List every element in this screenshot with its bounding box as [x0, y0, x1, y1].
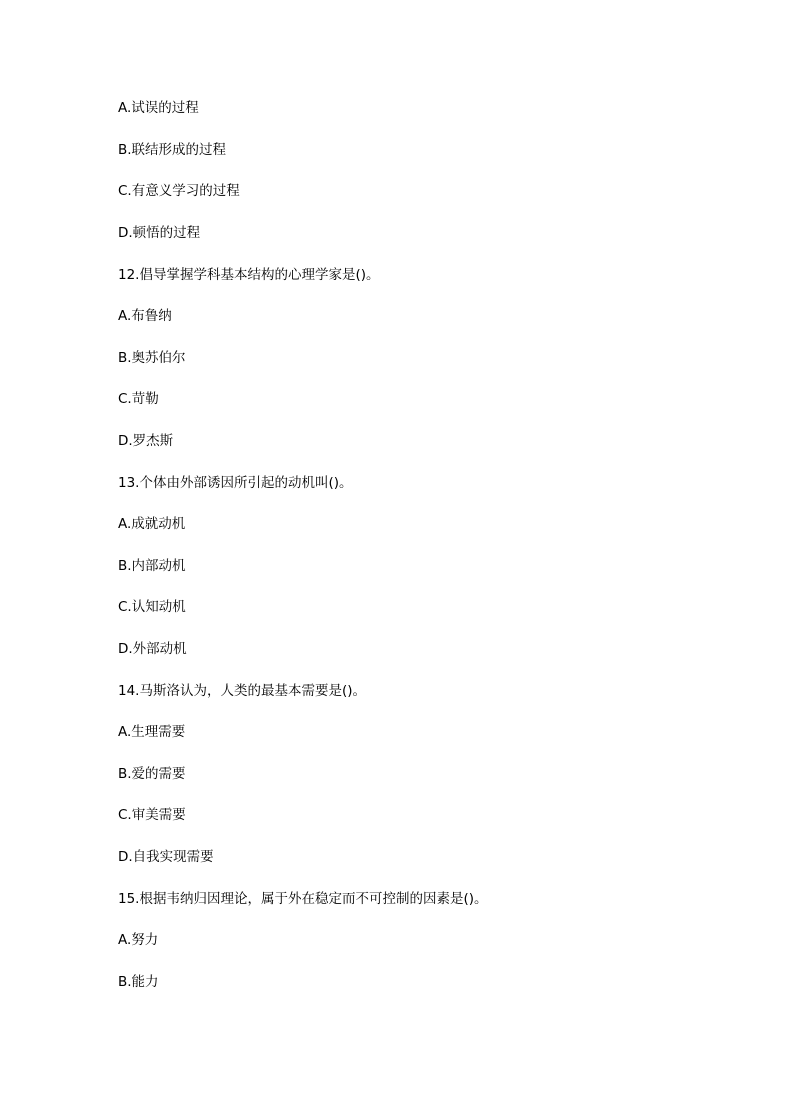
option-line: C.认知动机 — [118, 599, 186, 615]
option-line: C.有意义学习的过程 — [118, 183, 240, 199]
question-line: 14.马斯洛认为，人类的最基本需要是()。 — [118, 683, 367, 699]
option-line: B.联结形成的过程 — [118, 142, 227, 158]
option-line: A.生理需要 — [118, 724, 186, 740]
option-line: B.爱的需要 — [118, 766, 186, 782]
option-line: A.试误的过程 — [118, 100, 199, 116]
question-line: 15.根据韦纳归因理论，属于外在稳定而不可控制的因素是()。 — [118, 891, 488, 907]
option-line: B.能力 — [118, 974, 159, 990]
option-line: C.苛勒 — [118, 391, 159, 407]
option-line: D.罗杰斯 — [118, 433, 174, 449]
option-line: B.内部动机 — [118, 558, 186, 574]
option-line: C.审美需要 — [118, 807, 186, 823]
option-line: A.布鲁纳 — [118, 308, 172, 324]
option-line: A.努力 — [118, 932, 159, 948]
option-line: B.奥苏伯尔 — [118, 350, 186, 366]
option-line: A.成就动机 — [118, 516, 186, 532]
question-line: 13.个体由外部诱因所引起的动机叫()。 — [118, 475, 353, 491]
option-line: D.自我实现需要 — [118, 849, 214, 865]
option-line: D.外部动机 — [118, 641, 187, 657]
option-line: D.顿悟的过程 — [118, 225, 201, 241]
question-line: 12.倡导掌握学科基本结构的心理学家是()。 — [118, 267, 380, 283]
